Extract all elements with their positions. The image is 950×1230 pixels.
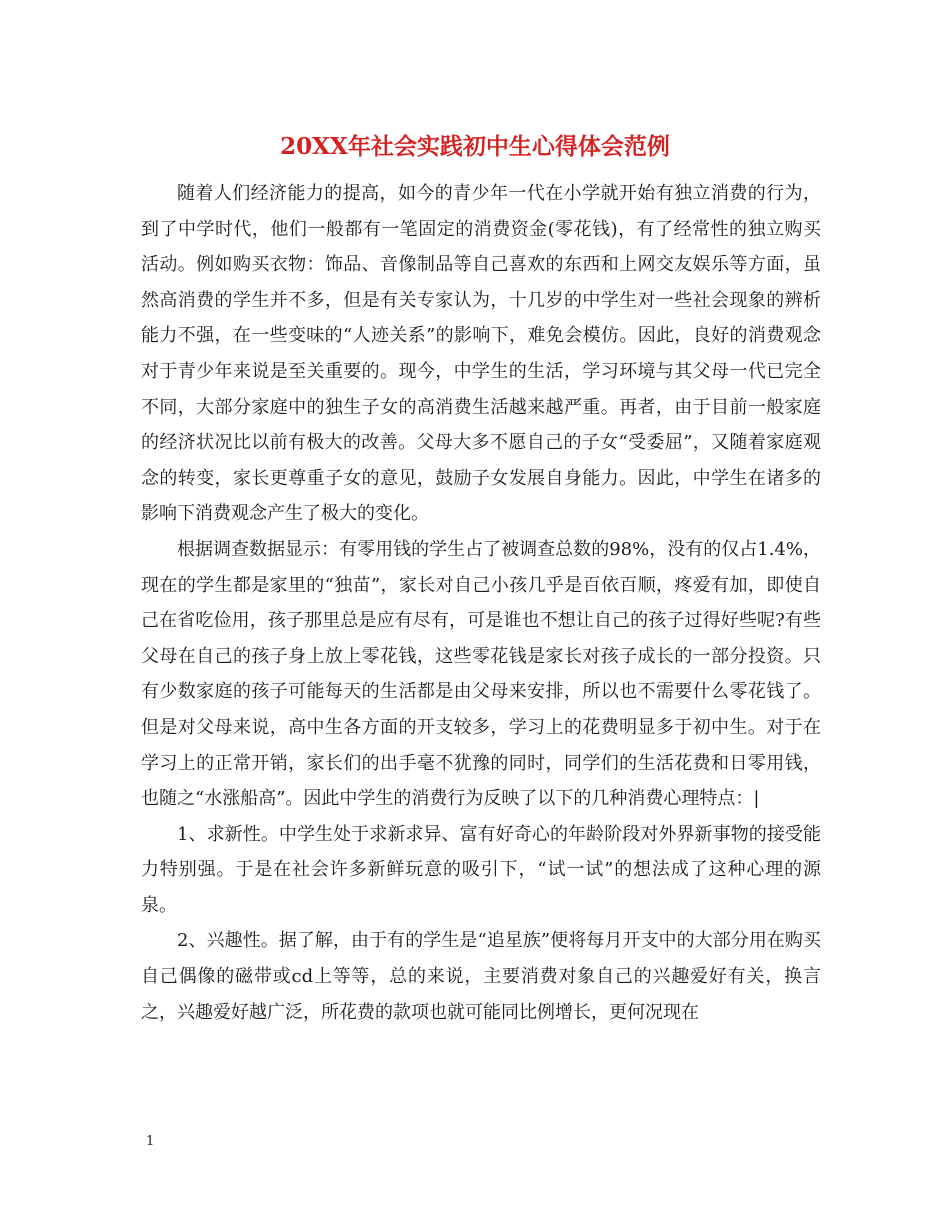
page-number: 1 [146, 1134, 155, 1149]
paragraph-novelty: 1、求新性。中学生处于求新求异、富有好奇心的年龄阶段对外界新事物的接受能力特别强。于是在社会许多新鲜玩意的吸引下，“试一试”的想法成了这种心理的源泉。 [141, 823, 821, 916]
paragraph-survey: 根据调查数据显示：有零用钱的学生占了被调查总数的98%，没有的仅占1.4%，现在的学生都是家里的“独苗”，家长对自己小孩几乎是百依百顺，疼爱有加，即使自己在省吃俭用，孩子那里总是应有尽有，可是谁也不想让自己的孩子过得好些呢?有些父母在自己的孩子身上放上零花钱，这些零花钱是家长对孩子成长的一部分投资。只有少数家庭的孩子可能每天的生活都是由父母来安排，所以也不需要什么零花钱了。但是对父母来说，高中生各方面的开支较多，学习上的花费明显多于初中生。对于在学习上的正常开销，家长们的出手毫不犹豫的同时，同学们的生活花费和日零用钱，也随之“水涨船高”。因此中学生的消费行为反映了以下的几种消费心理特点：| [141, 538, 821, 810]
paragraph-intro: 随着人们经济能力的提高，如今的青少年一代在小学就开始有独立消费的行为，到了中学时代，他们一般都有一笔固定的消费资金(零花钱)，有了经常性的独立购买活动。例如购买衣物：饰品、音像制品等自己喜欢的东西和上网交友娱乐等方面，虽然高消费的学生并不多，但是有关专家认为，十几岁的中学生对一些社会现象的辨析能力不强，在一些变味的“人迹关系”的影响下，难免会模仿。因此，良好的消费观念对于青少年来说是至关重要的。现今，中学生的生活，学习环境与其父母一代已完全不同，大部分家庭中的独生子女的高消费生活越来越严重。再者，由于目前一般家庭的经济状况比以前有极大的改善。父母大多不愿自己的子女“受委屈”，又随着家庭观念的转变，家长更尊重子女的意见，鼓励子女发展自身能力。因此，中学生在诸多的影响下消费观念产生了极大的变化。 [141, 183, 821, 525]
document-body [141, 176, 821, 1030]
document-title: 20XX年社会实践初中生心得体会范例 [280, 133, 670, 160]
paragraph-interest: 2、兴趣性。据了解，由于有的学生是“追星族”便将每月开支中的大部分用在购买自己偶像的磁带或cd上等等，总的来说，主要消费对象自己的兴趣爱好有关，换言之，兴趣爱好越广泛，所花费的款项也就可能同比例增长，更何况现在 [141, 930, 821, 1023]
